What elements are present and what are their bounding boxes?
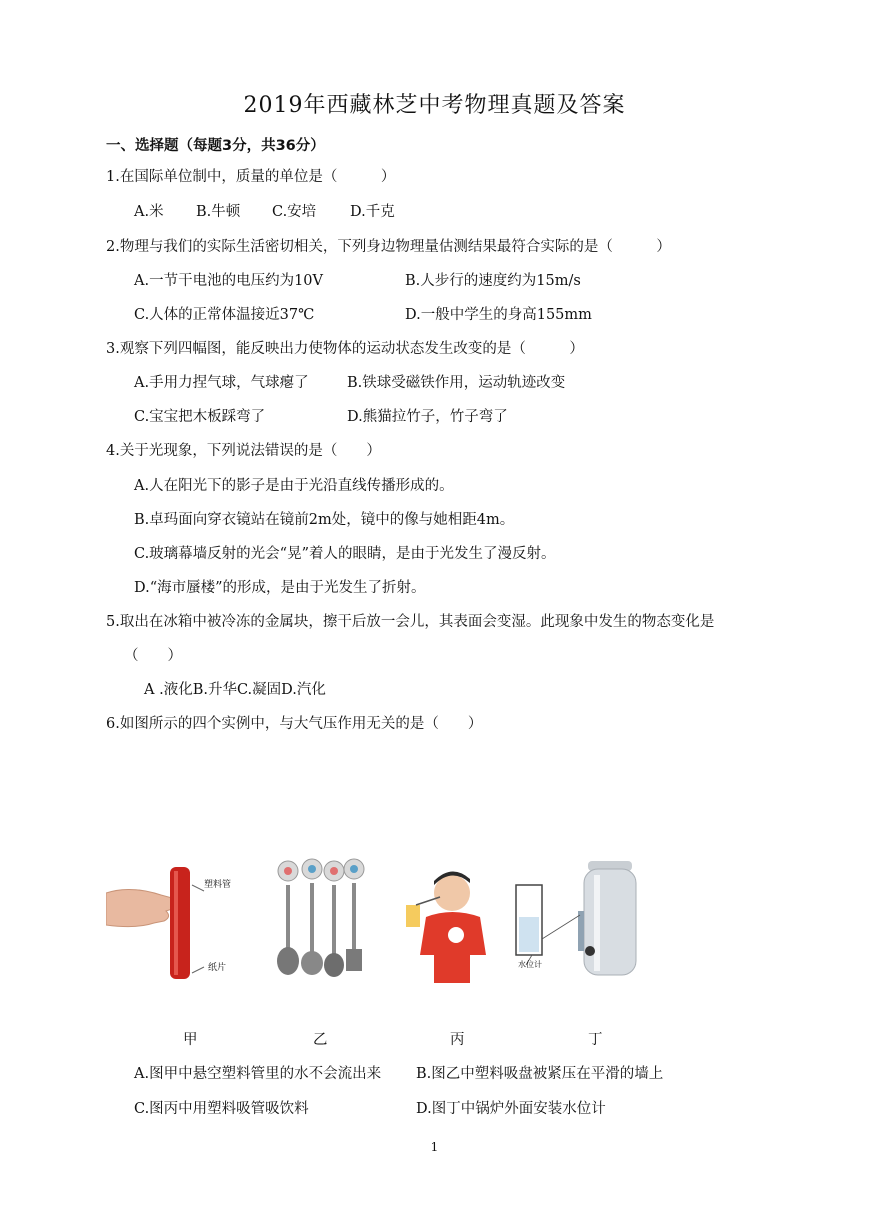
option-a: A .液化: [144, 682, 193, 698]
page-number: 1: [430, 1140, 439, 1154]
option-d: D.“海市蜃楼”的形成，是由于光发生了折射。: [134, 580, 426, 596]
option-c: C.宝宝把木板踩弯了: [134, 409, 266, 425]
hand-tube-illustration: [106, 855, 256, 985]
question-2-stem: 2.物理与我们的实际生活密切相关，下列身边物理量估测结果最符合实际的是（ ）: [106, 239, 671, 255]
question-1-stem: 1.在国际单位制中，质量的单位是（ ）: [106, 169, 396, 185]
option-d: D.汽化: [281, 682, 326, 698]
question-3-options-row1: [134, 371, 565, 392]
option-d: D.千克: [350, 204, 395, 220]
option-c: C.凝固: [236, 682, 282, 698]
caption-ding: 丁: [588, 1032, 603, 1048]
question-2-options-row1: [134, 269, 581, 290]
question-5-options: [144, 678, 326, 699]
option-c: C.安培: [272, 204, 317, 220]
question-1-options: [134, 200, 395, 221]
caption-yi: 乙: [313, 1032, 328, 1048]
question-3-stem: 3.观察下列四幅图，能反映出力使物体的运动状态发生改变的是（ ）: [106, 341, 584, 357]
question-4-stem: 4.关于光现象，下列说法错误的是（ ）: [106, 443, 381, 459]
option-a: A.人在阳光下的影子是由于光沿直线传播形成的。: [134, 478, 454, 494]
question-6-options-row1: [134, 1062, 663, 1083]
boy-drinking-illustration: [400, 855, 495, 985]
section-heading: 一、选择题（每题3分，共36分）: [106, 138, 325, 154]
option-b: B.卓玛面向穿衣镜站在镜前2m处，镜中的像与她相距4m。: [134, 512, 515, 528]
document-title: 2019年西藏林芝中考物理真题及答案: [243, 93, 626, 118]
option-c: C.图丙中用塑料吸管吸饮料: [134, 1101, 309, 1117]
figure-bing: [400, 855, 495, 985]
figure-ding: [512, 855, 642, 985]
question-5-stem: 5.取出在冰箱中被冷冻的金属块，擦干后放一会儿，其表面会变湿。此现象中发生的物态变化是: [106, 614, 715, 630]
figure-jia: [106, 855, 256, 985]
option-d: D.一般中学生的身高155mm: [405, 307, 592, 323]
tube-label: 塑料管: [204, 880, 232, 890]
option-d: D.熊猫拉竹子，竹子弯了: [347, 409, 508, 425]
figure-yi: [272, 855, 372, 985]
caption-jia: 甲: [183, 1032, 198, 1048]
option-a: A.手用力捏气球，气球瘪了: [134, 375, 309, 391]
option-c: C.玻璃幕墙反射的光会“晃”着人的眼睛，是由于光发生了漫反射。: [134, 546, 556, 562]
option-b: B.升华: [192, 682, 237, 698]
option-a: A.一节干电池的电压约为10V: [134, 273, 324, 289]
question-6-options-row2: [134, 1097, 606, 1118]
gauge-label: 水位计: [518, 960, 542, 969]
question-5-bracket: （ ）: [124, 648, 182, 664]
option-b: B.图乙中塑料吸盘被紧压在平滑的墙上: [416, 1066, 664, 1082]
suction-hooks-illustration: [272, 855, 372, 985]
question-6-stem: 6.如图所示的四个实例中，与大气压作用无关的是（ ）: [106, 716, 483, 732]
option-a: A.米: [134, 204, 164, 220]
caption-bing: 丙: [450, 1032, 465, 1048]
option-b: B.人步行的速度约为15m/s: [405, 273, 581, 289]
option-a: A.图甲中悬空塑料管里的水不会流出来: [134, 1066, 382, 1082]
option-d: D.图丁中锅炉外面安装水位计: [416, 1101, 606, 1117]
option-b: B.牛顿: [196, 204, 241, 220]
option-c: C.人体的正常体温接近37℃: [134, 307, 315, 323]
question-3-options-row2: [134, 405, 508, 426]
paper-label: 纸片: [208, 963, 227, 973]
question-2-options-row2: [134, 303, 592, 324]
option-b: B.铁球受磁铁作用，运动轨迹改变: [347, 375, 566, 391]
